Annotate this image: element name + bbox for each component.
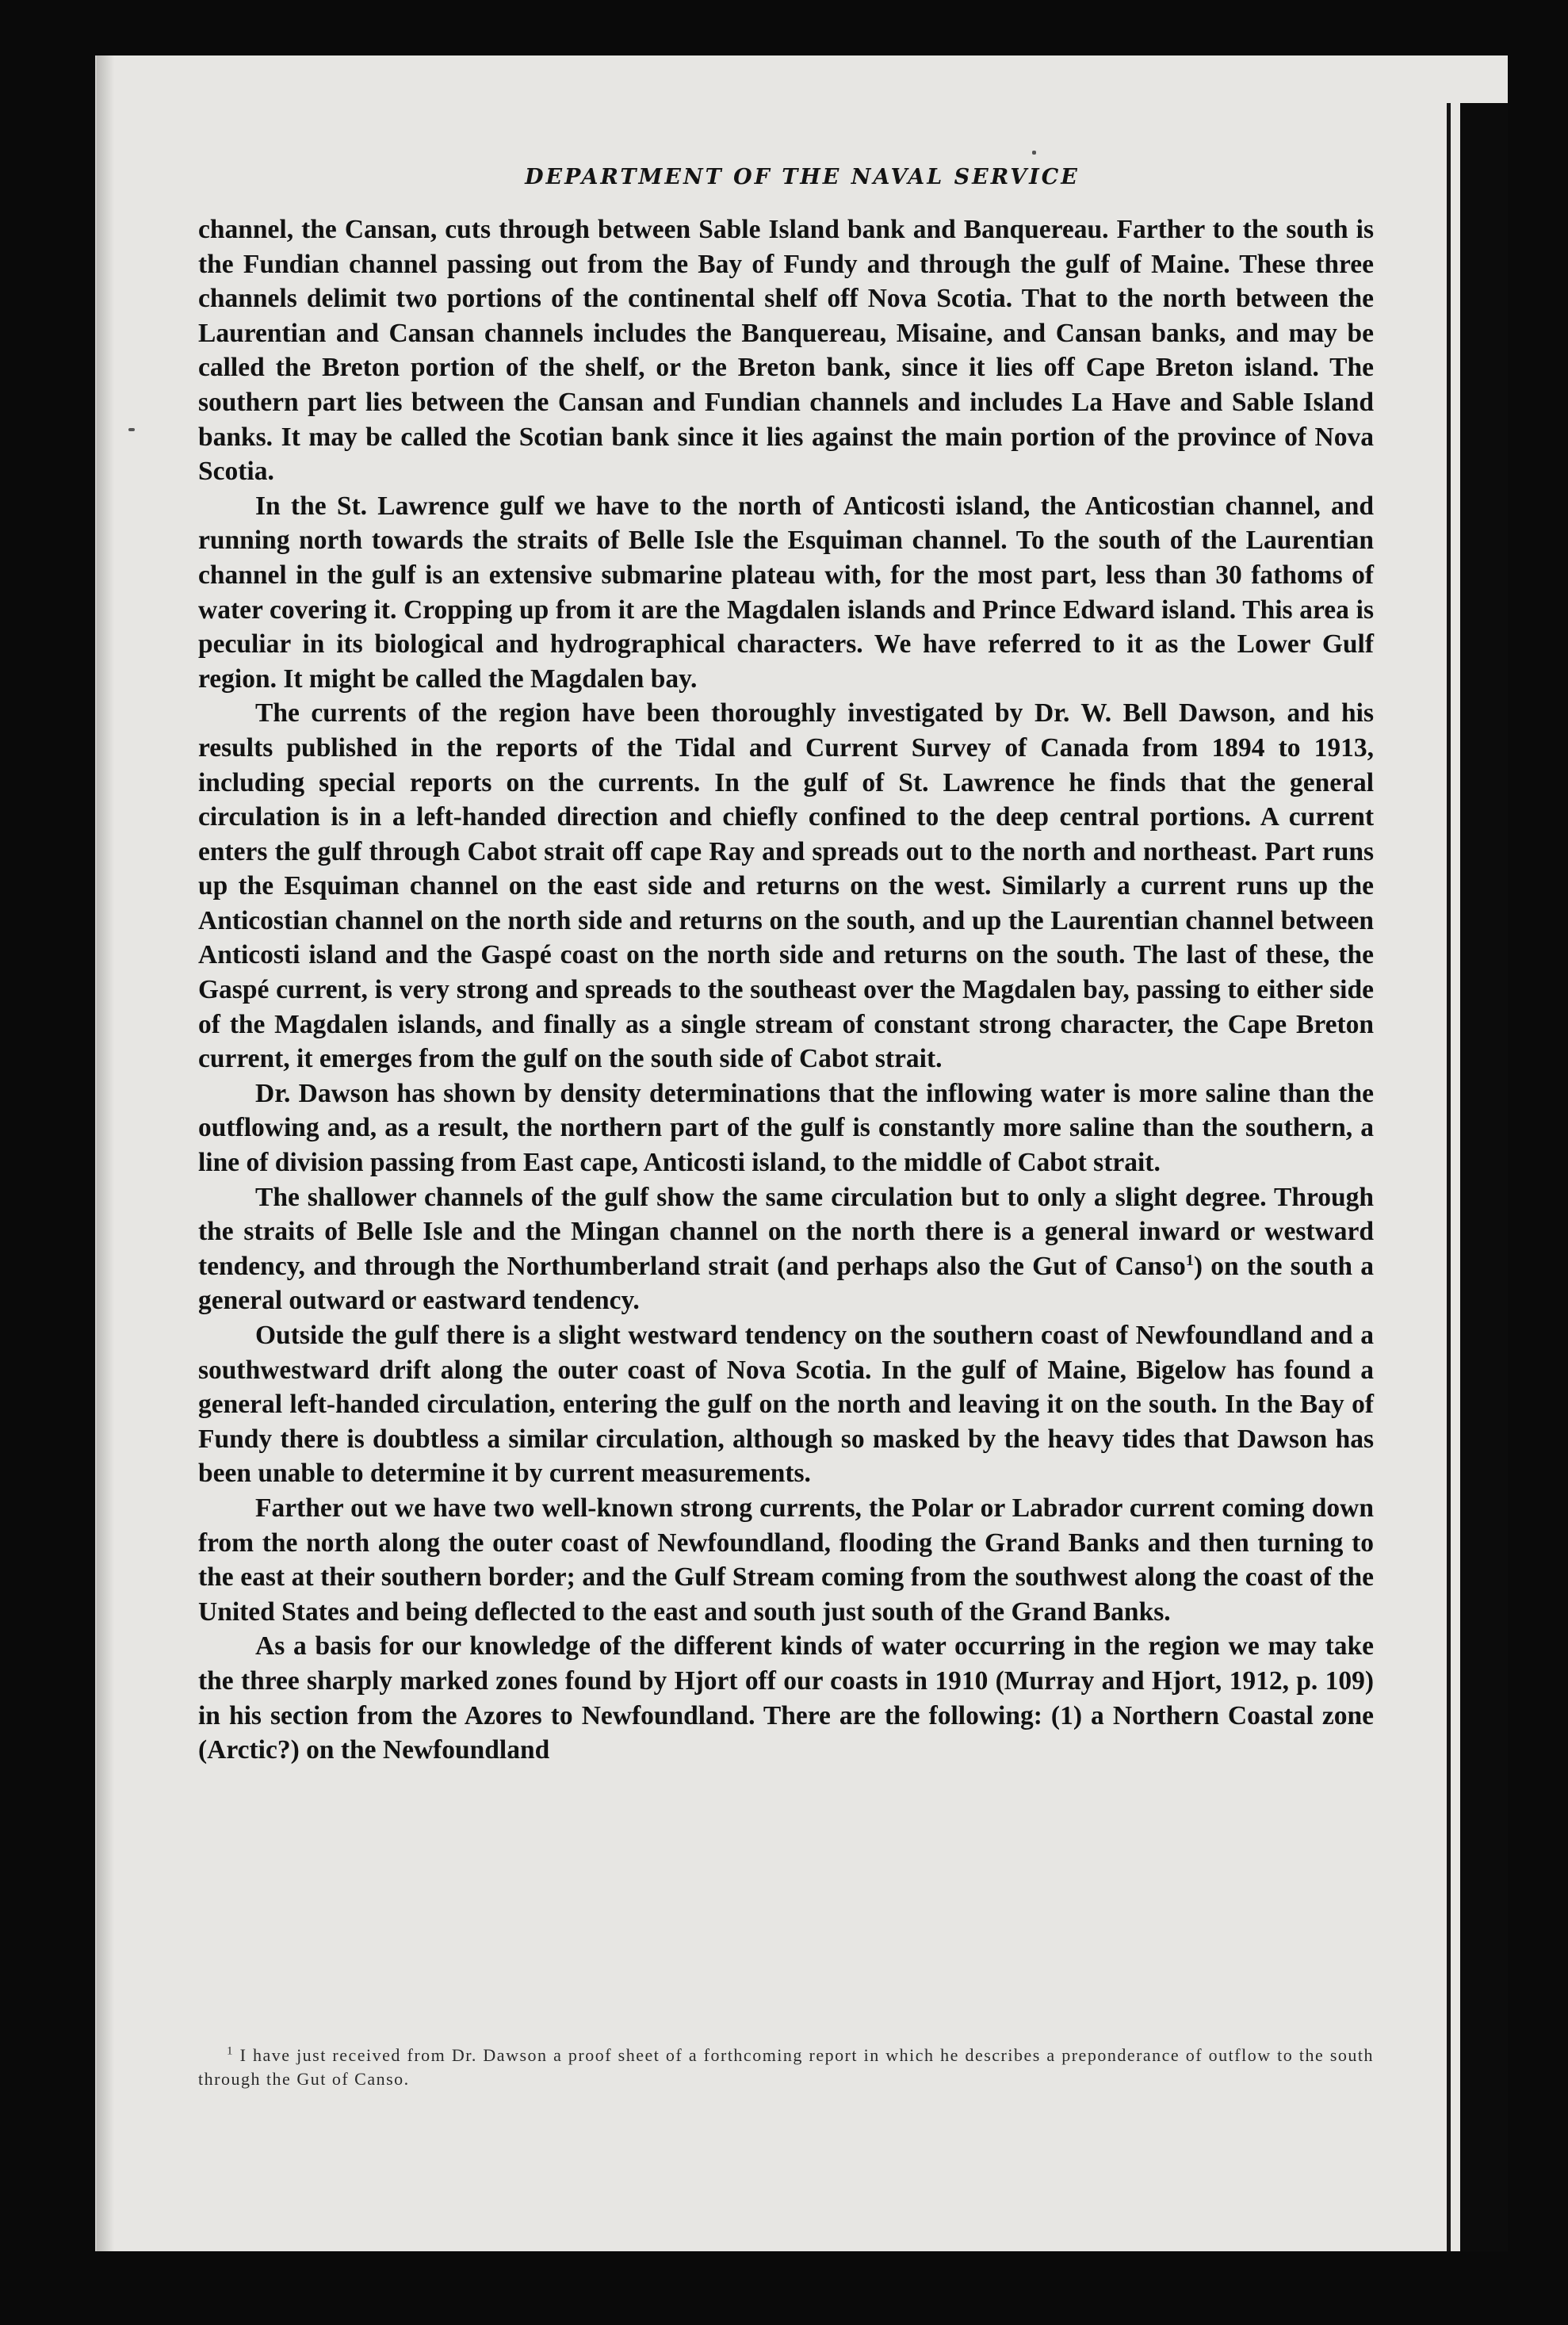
paragraph-6: Outside the gulf there is a slight westward tendency on the southern coast of Newfoundland and a southwestward drift along the outer coast of Nova Scotia. In the gulf of Maine, Bigelow has found a general left-handed circulation, entering the gulf on the north and leaving it on the south. In the Bay of Fundy there is doubtless a similar circulation, although so masked by the heavy tides that Dawson has been unable to determine it by current measurements.: [198, 1321, 1374, 1489]
footnote: [198, 2044, 1374, 2091]
paragraph-3: The currents of the region have been thoroughly investigated by Dr. W. Bell Dawson, and his results published in the reports of the Tidal and Current Survey of Canada from 1894 to 1913, including special reports on the currents. In the gulf of St. Lawrence he finds that the general circulation is in a left-handed direction and chiefly confined to the deep central portions. A current enters the gulf through Cabot strait off cape Ray and spreads out to the north and northeast. Part runs up the Esquiman channel on the east side and returns on the west. Similarly a current runs up the Anticostian channel on the north side and returns on the south, and up the Laurentian channel between Anticosti island and the Gaspé coast on the north side and returns on the south. The last of these, the Gaspé current, is very strong and spreads to the southeast over the Magdalen bay, passing to either side of the Magdalen islands, and finally as a single stream of constant strong character, the Cape Breton current, it emerges from the gulf on the south side of Cabot strait.: [198, 698, 1374, 1074]
paragraph-5-text-a: The shallower channels of the gulf show the same circulation but to only a slight degree. Through the straits of Belle Isle and the Mingan channel on the north there is a general inward or westward tendency, and through the Northumberland strait (and perhaps also the Gut of Canso: [198, 1182, 1374, 1281]
paragraph-7: Farther out we have two well-known strong currents, the Polar or Labrador current coming down from the north along the outer coast of Newfoundland, flooding the Grand Banks and then turning to the east at their southern border; and the Gulf Stream coming from the southwest along the coast of the United States and being deflected to the east and south just south of the Grand Banks.: [198, 1493, 1374, 1627]
paragraph-4: Dr. Dawson has shown by density determinations that the inflowing water is more saline than the outflowing and, as a result, the northern part of the gulf is constantly more saline than the southern, a line of division passing from East cape, Anticosti island, to the middle of Cabot strait.: [198, 1078, 1374, 1178]
paragraph-5-text-b: ) on the south a general outward or eastward tendency.: [198, 1251, 1374, 1316]
page-gutter-shadow: [97, 55, 114, 2251]
adjacent-page-strip: [1460, 103, 1508, 2251]
paragraph-5: [198, 1180, 1374, 1318]
footnote-text: I have just received from Dr. Dawson a proof sheet of a forthcoming report in which he describes a preponderance of outflow to the south through the Gut of Canso.: [198, 2045, 1374, 2089]
paragraph-1: channel, the Cansan, cuts through between Sable Island bank and Banquereau. Farther to the south is the Fundian channel passing out from the Bay of Fundy and through the gulf of Maine. These three channels delimit two portions of the continental shelf off Nova Scotia. That to the north between the Laurentian and Cansan channels includes the Banquereau, Misaine, and Cansan banks, and may be called the Breton portion of the shelf, or the Breton bank, since it lies off Cape Breton island. The southern part lies between the Cansan and Fundian channels and includes La Have and Sable Island banks. It may be called the Scotian bank since it lies against the main portion of the province of Nova Scotia.: [198, 215, 1374, 487]
document-page: [95, 55, 1508, 2251]
running-head: DEPARTMENT OF THE NAVAL SERVICE: [525, 165, 1080, 189]
page-right-edge-line: [1447, 103, 1451, 2251]
footnote-reference: 1: [1185, 1251, 1194, 1269]
scan-speck: [128, 428, 135, 431]
footnote-marker: 1: [227, 2044, 234, 2058]
scan-speck: [1032, 151, 1036, 155]
paragraph-8: As a basis for our knowledge of the different kinds of water occurring in the region we may take the three sharply marked zones found by Hjort off our coasts in 1910 (Murray and Hjort, 1912, p. 109) in his section from the Azores to Newfoundland. There are the following: (1) a Northern Coastal zone (Arctic?) on the Newfoundland: [198, 1631, 1374, 1765]
body-text: [198, 212, 1374, 1768]
paragraph-2: In the St. Lawrence gulf we have to the north of Anticosti island, the Anticostian channel, and running north towards the straits of Belle Isle the Esquiman channel. To the south of the Laurentian channel in the gulf is an extensive submarine plateau with, for the most part, less than 30 fathoms of water covering it. Cropping up from it are the Magdalen islands and Prince Edward island. This area is peculiar in its biological and hydrographical characters. We have referred to it as the Lower Gulf region. It might be called the Magdalen bay.: [198, 491, 1374, 694]
